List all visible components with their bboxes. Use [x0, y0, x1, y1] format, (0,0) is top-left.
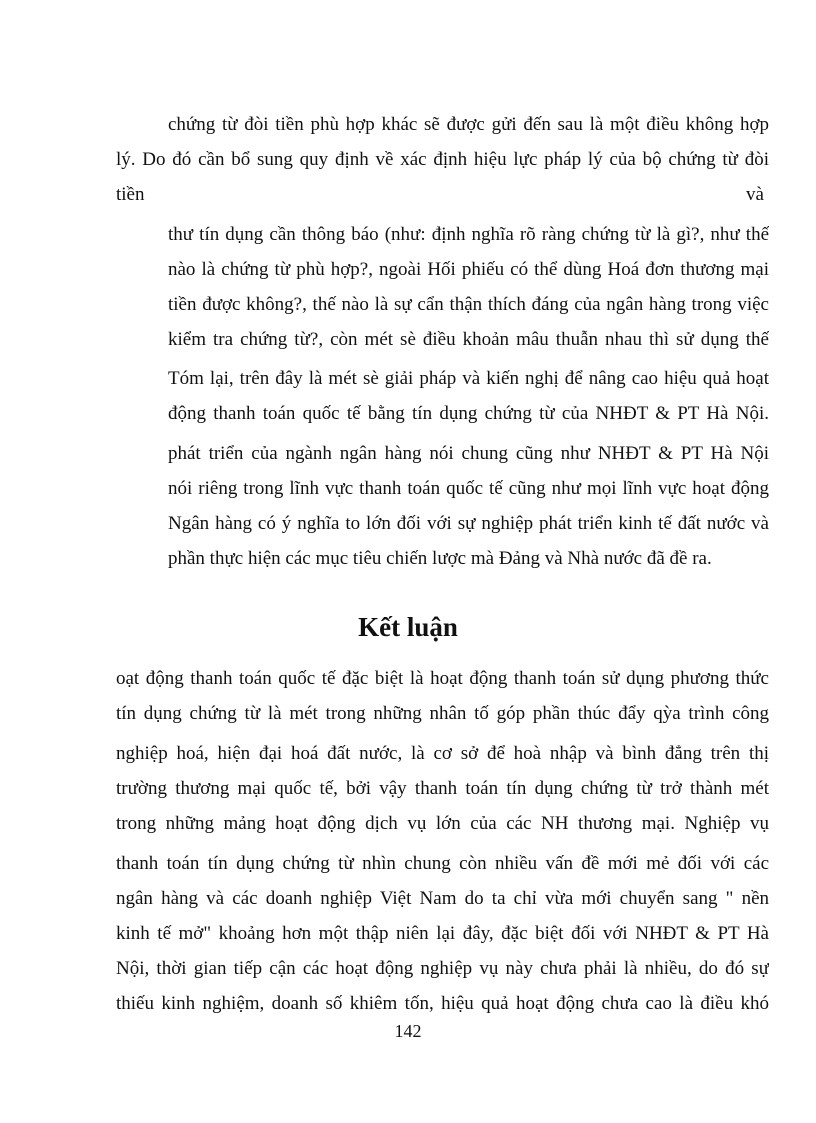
text-line: và: [746, 184, 764, 205]
text-line: oạt động thanh toán quốc tế đặc biệt là hoạt động thanh toán sử dụng phương thức: [116, 668, 769, 689]
text-line: phát triển của ngành ngân hàng nói chung cũng như NHĐT & PT Hà Nội: [168, 443, 769, 464]
text-line: phần thực hiện các mục tiêu chiến lược mà Đảng và Nhà nước đã đề ra.: [168, 548, 712, 569]
text-line: tiền được không?, thế nào là sự cẩn thận thích đáng của ngân hàng trong việc: [168, 294, 769, 315]
text-line: nói riêng trong lĩnh vực thanh toán quốc tế cũng như mọi lĩnh vực hoạt động: [168, 478, 769, 499]
text-line: trong những mảng hoạt động dịch vụ lớn của các NH thương mại. Nghiệp vụ: [116, 813, 769, 834]
text-line: tín dụng chứng từ là mét trong những nhân tố góp phần thúc đẩy qỳa trình công: [116, 703, 769, 724]
text-line: ngân hàng và các doanh nghiệp Việt Nam do ta chỉ vừa mới chuyển sang " nền: [116, 888, 769, 909]
text-line: kiểm tra chứng từ?, còn mét sè điều khoản mâu thuẫn nhau thì sử dụng thế: [168, 329, 769, 350]
text-line: Ngân hàng có ý nghĩa to lớn đối với sự nghiệp phát triển kinh tế đất nước và: [168, 513, 769, 534]
text-line: Nội, thời gian tiếp cận các hoạt động nghiệp vụ này chưa phải là nhiều, do đó sự: [116, 958, 769, 979]
text-line: lý. Do đó cần bổ sung quy định về xác định hiệu lực pháp lý của bộ chứng từ đòi: [116, 149, 769, 170]
text-line: thư tín dụng cần thông báo (như: định nghĩa rõ ràng chứng từ là gì?, như thế: [168, 224, 769, 245]
text-line: thiếu kinh nghiệm, doanh số khiêm tốn, hiệu quả hoạt động chưa cao là điều khó: [116, 993, 769, 1014]
text-line: nào là chứng từ phù hợp?, ngoài Hối phiếu có thể dùng Hoá đơn thương mại: [168, 259, 769, 280]
text-line: động thanh toán quốc tế bằng tín dụng chứng từ của NHĐT & PT Hà Nội.: [168, 403, 769, 424]
text-line: kinh tế mở" khoảng hơn một thập niên lại đây, đặc biệt đối với NHĐT & PT Hà: [116, 923, 769, 944]
text-line: thanh toán tín dụng chứng từ nhìn chung còn nhiều vấn đề mới mẻ đối với các: [116, 853, 769, 874]
page-number: 142: [394, 1021, 422, 1041]
text-line: tiền: [116, 184, 145, 205]
text-line: nghiệp hoá, hiện đại hoá đất nước, là cơ sở để hoà nhập và bình đẳng trên thị: [116, 743, 769, 764]
conclusion-heading: Kết luận: [358, 612, 458, 642]
text-line: Tóm lại, trên đây là mét sè giải pháp và kiến nghị để nâng cao hiệu quả hoạt: [168, 368, 769, 389]
text-line: trường thương mại quốc tế, bởi vậy thanh toán tín dụng chứng từ trở thành mét: [116, 778, 769, 799]
text-line: chứng từ đòi tiền phù hợp khác sẽ được gửi đến sau là một điều không hợp: [168, 114, 769, 135]
